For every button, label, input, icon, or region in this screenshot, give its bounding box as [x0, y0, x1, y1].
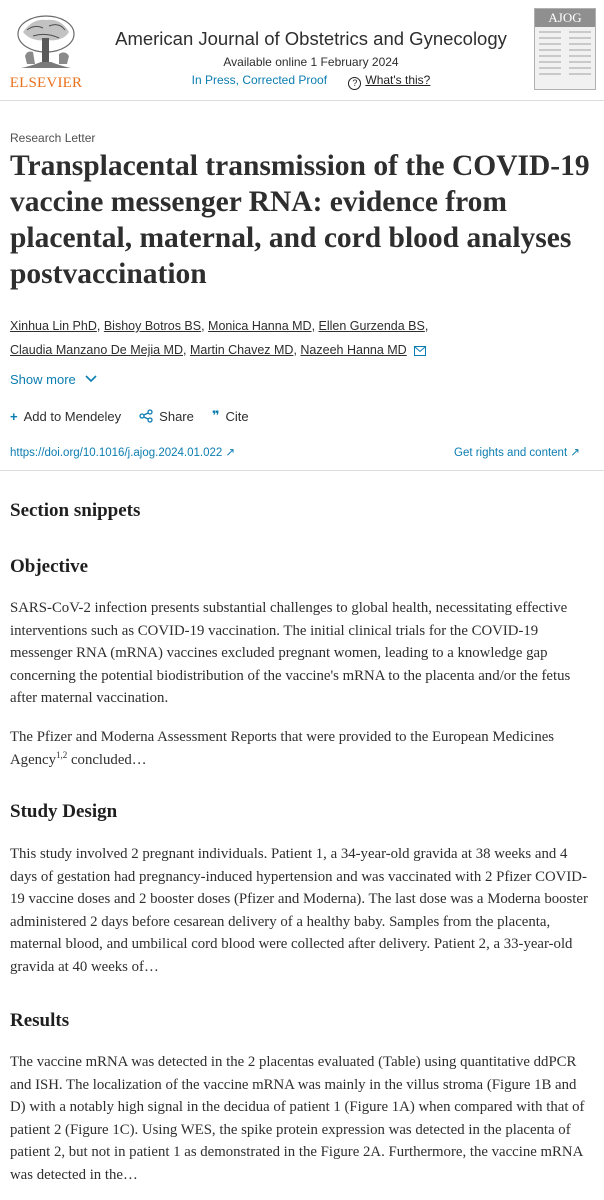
- objective-paragraph-2: The Pfizer and Moderna Assessment Reports that were provided to the European Medicines Agency$^{1,2}$ concluded…: [10, 729, 555, 768]
- objective-paragraph-1: SARS-CoV-2 infection presents substantial challenges to global health, necessitating effective interventions such as COVID-19 vaccination. The initial clinical trials for the COVID-19 messenger RNA (mRNA) vaccines excluded pregnant women, leading to a knowledge gap concerning the potential biodistribution of the vaccine's mRNA to the placenta and/or the fetus after maternal vaccination.: [10, 600, 571, 706]
- show-more-label: Show more: [10, 372, 76, 387]
- elsevier-tree-icon: [13, 12, 79, 72]
- results-heading: Results: [10, 1010, 70, 1031]
- question-icon: ?: [348, 77, 361, 90]
- show-more-button[interactable]: [10, 372, 97, 387]
- article-type: Research Letter: [10, 131, 96, 145]
- author-link[interactable]: Martin Chavez MD: [189, 343, 294, 357]
- study-design-paragraph: This study involved 2 pregnant individuals. Patient 1, a 34-year-old gravida at 38 weeks and 4 days of gestation had pregnancy-induced hypertension and was vaccinated with 2 Pfizer COVID-19 vaccine doses and 2 booster doses (Pfizer and Moderna). The last dose was a Moderna booster administered 2 days before cesarean delivery of a healthy baby. Samples from the placenta, maternal blood, and umbilical cord blood were collected after delivery. Patient 2, a 33-year-old gravida at 40 weeks of…: [10, 846, 588, 975]
- rights-label: Get rights and content: [454, 447, 568, 459]
- elsevier-logo[interactable]: [9, 12, 83, 90]
- results-paragraph: The vaccine mRNA was detected in the 2 placentas evaluated (Table) using quantitative ddPCR and ISH. The localization of the vaccine mRNA was mainly in the villus stroma (Figure 1B and D) with a notably high signal in the decidua of patient 1 (Figure 1A) when compared with that of patient 2 (Figure 1C). Using WES, the spike protein expression was detected in the placenta of patient 2, but not in patient 1 as demonstrated in the Figure 2A. Furthermore, the vaccine mRNA was detected in the…: [10, 1054, 585, 1183]
- doi-label: https://doi.org/10.1016/j.ajog.2024.01.022: [10, 447, 223, 459]
- author-link[interactable]: Nazeeh Hanna MD: [300, 343, 407, 357]
- author-link[interactable]: Ellen Gurzenda BS: [318, 319, 425, 333]
- availability-date: Available online 1 February 2024: [223, 55, 399, 69]
- author-list: Xinhua Lin PhD, Bishoy Botros BS, Monica Hanna MD, Ellen Gurzenda BS, Claudia Manzano De Mejia MD, Martin Chavez MD, Nazeeh Hanna MD: [10, 319, 429, 357]
- article-status-row: [96, 73, 526, 90]
- meta-divider: [0, 470, 604, 471]
- journal-header: [0, 0, 604, 98]
- plus-icon: +: [10, 408, 18, 424]
- envelope-icon[interactable]: [414, 346, 426, 356]
- external-link-icon: ↗: [570, 447, 580, 459]
- quote-icon: ❞: [211, 408, 220, 423]
- in-press-status: In Press, Corrected Proof: [191, 73, 328, 87]
- rights-link[interactable]: [454, 445, 580, 459]
- citation-superscript[interactable]: 1,2: [56, 749, 68, 760]
- objective-heading: Objective: [10, 556, 89, 577]
- cover-contents: [535, 27, 595, 75]
- cite-label: Cite: [225, 408, 249, 424]
- whats-this-label: What's this?: [365, 73, 431, 87]
- cite-button[interactable]: [212, 408, 249, 424]
- cover-title: AJOG: [535, 9, 595, 27]
- article-actions: [10, 408, 249, 424]
- header-divider: [0, 100, 604, 101]
- study-design-heading: Study Design: [10, 801, 118, 822]
- share-label: Share: [159, 408, 194, 424]
- elsevier-wordmark: ELSEVIER: [9, 75, 83, 91]
- share-icon: [139, 409, 153, 423]
- author-link[interactable]: Bishoy Botros BS: [103, 319, 202, 333]
- author-link[interactable]: Claudia Manzano De Mejia MD: [10, 343, 183, 357]
- journal-cover-thumbnail[interactable]: [534, 8, 596, 90]
- external-link-icon: ↗: [225, 447, 236, 459]
- whats-this-link[interactable]: [348, 73, 430, 87]
- author-link[interactable]: Xinhua Lin PhD: [10, 319, 97, 333]
- add-to-mendeley-label: Add to Mendeley: [23, 408, 122, 424]
- share-button[interactable]: [139, 408, 194, 424]
- journal-title[interactable]: American Journal of Obstetrics and Gynecology: [115, 28, 507, 49]
- add-to-mendeley-button[interactable]: [10, 408, 121, 424]
- article-title: Transplacental transmission of the COVID-19 vaccine messenger RNA: evidence from placental, maternal, and cord blood analyses postvaccination: [10, 150, 590, 290]
- chevron-down-icon: [85, 375, 97, 383]
- section-snippets-heading: Section snippets: [10, 500, 141, 521]
- doi-link[interactable]: [10, 445, 235, 459]
- author-link[interactable]: Monica Hanna MD: [208, 319, 312, 333]
